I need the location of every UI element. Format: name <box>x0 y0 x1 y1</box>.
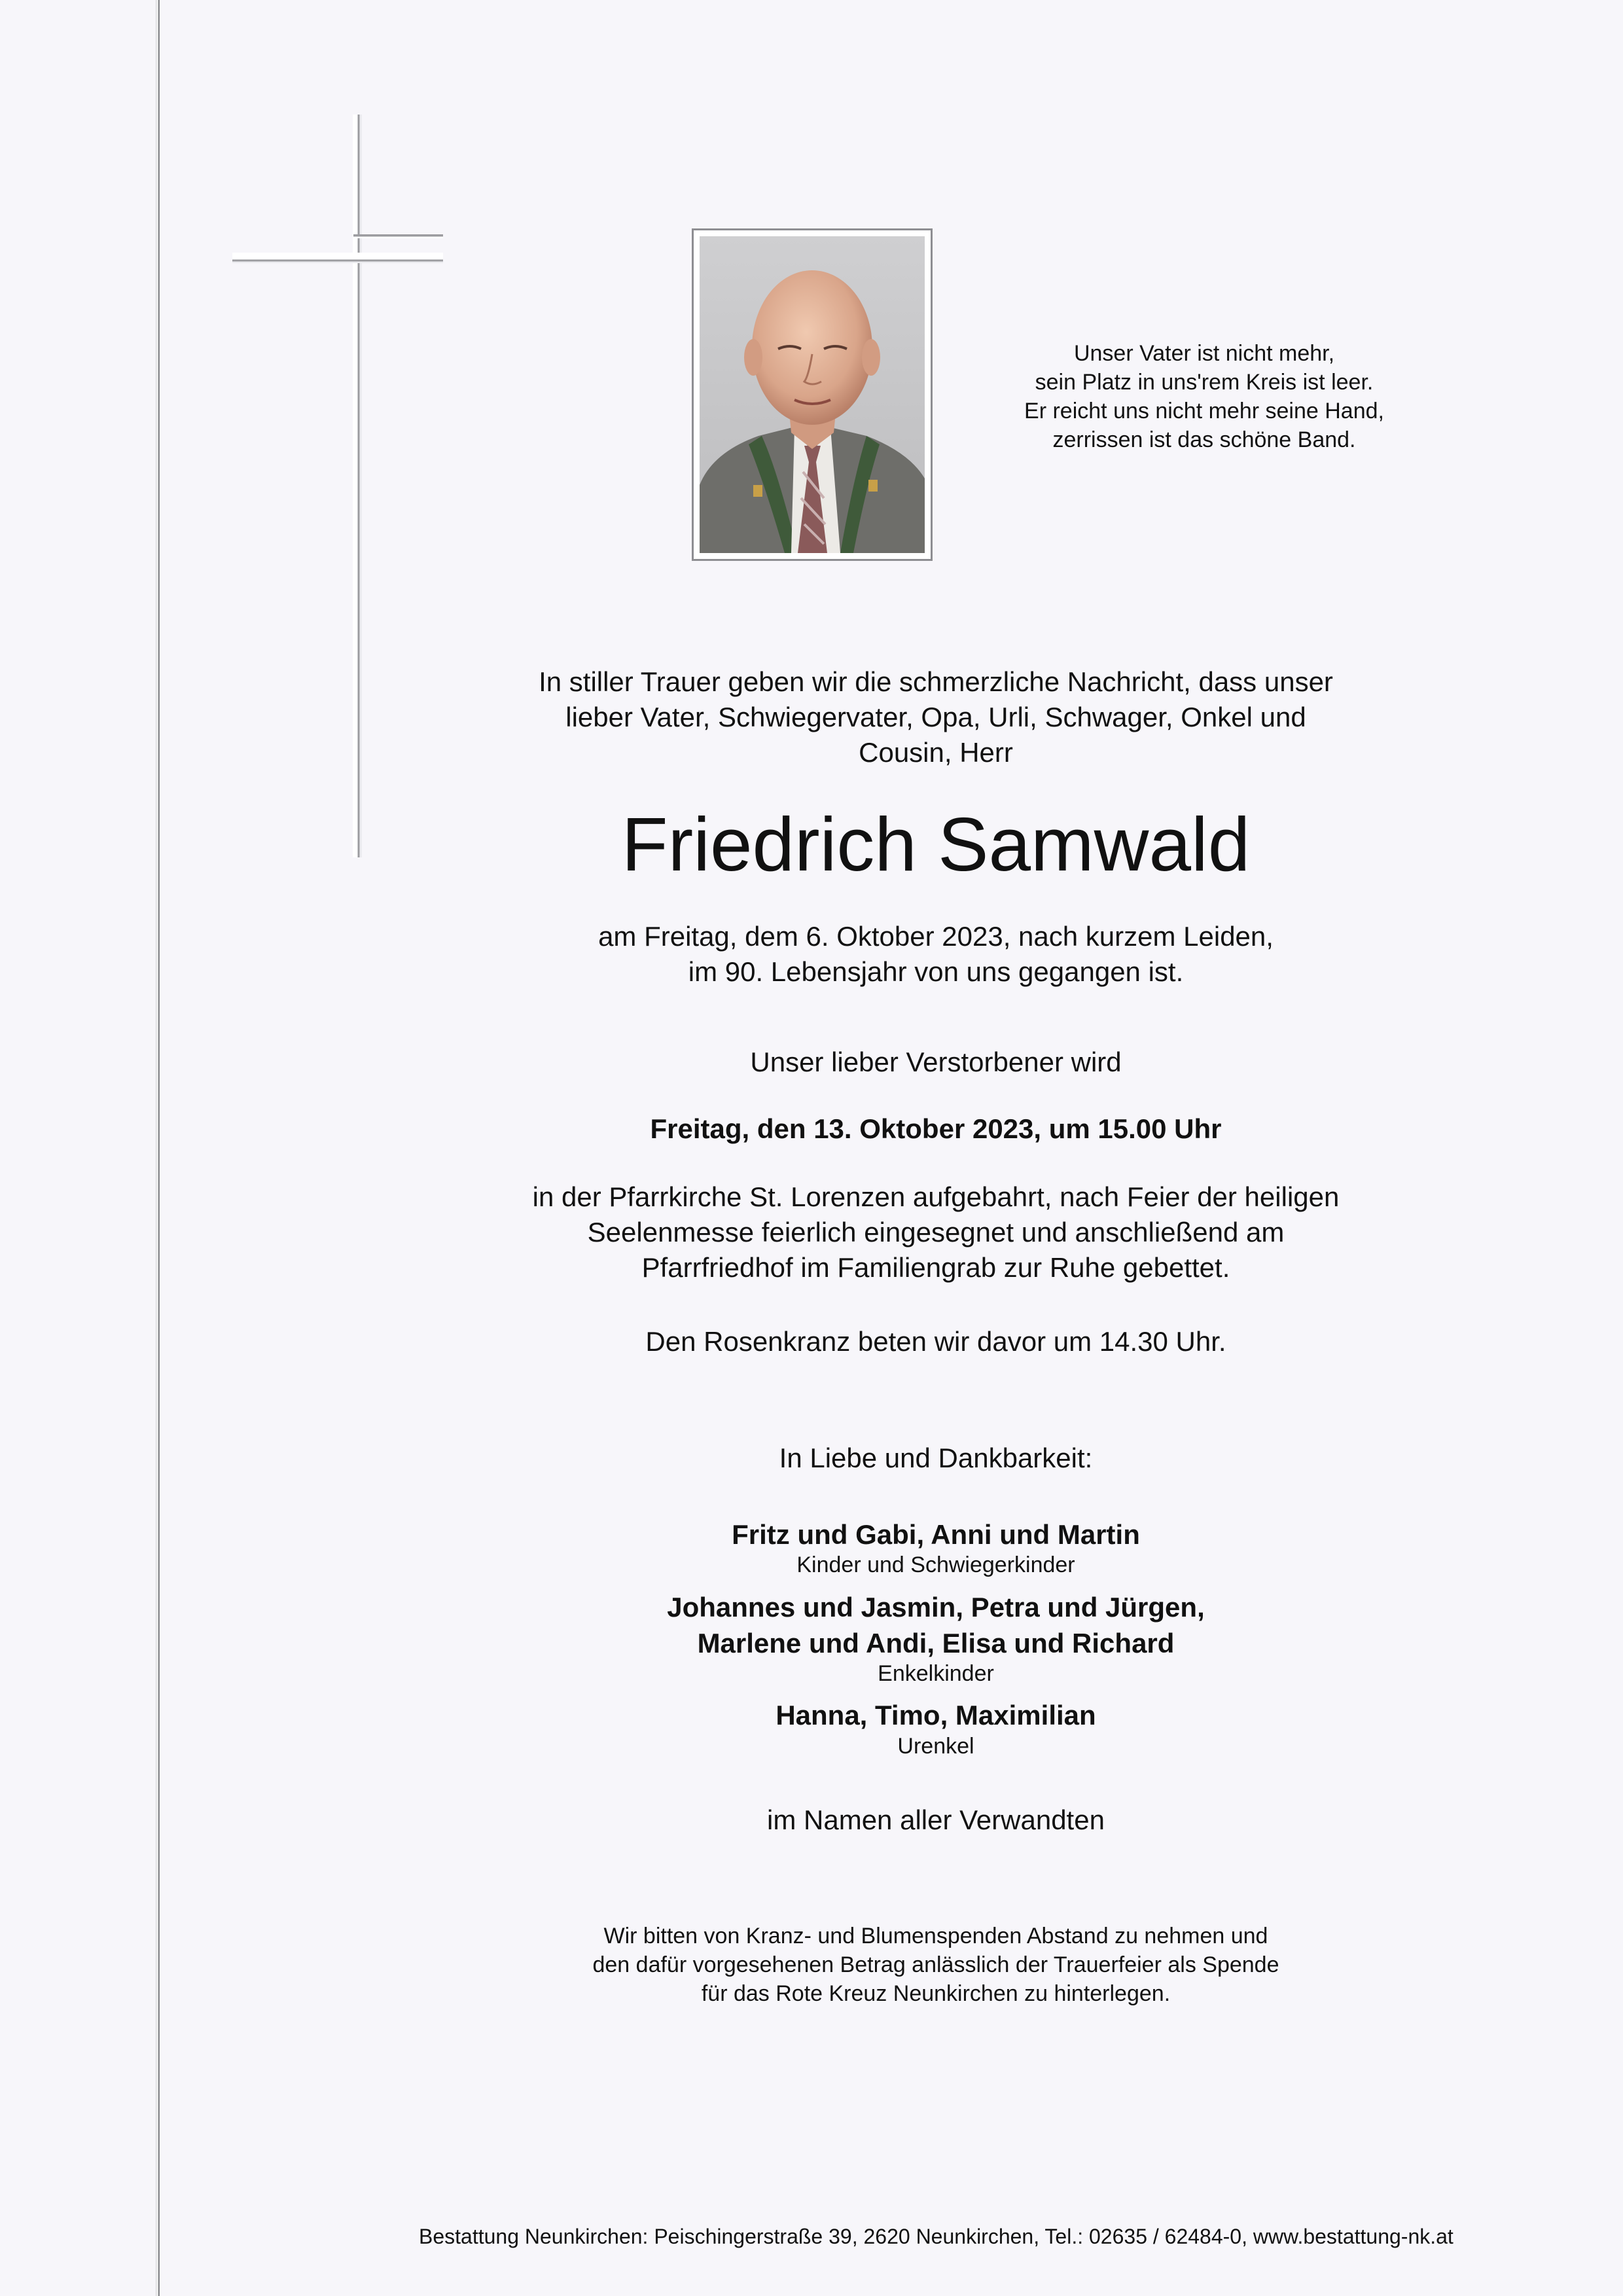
announcement-intro <box>419 664 1453 770</box>
notice-line: für das Rote Kreuz Neunkirchen zu hinterlegen. <box>701 1981 1171 2006</box>
passing-statement <box>419 919 1453 990</box>
funeral-home-footer: Bestattung Neunkirchen: Peischingerstraße 39, 2620 Neunkirchen, Tel.: 02635 / 62484-0, www.bestattung-nk.at <box>419 2225 1454 2248</box>
mourner-group-grandchildren <box>419 1589 1453 1661</box>
poem <box>969 339 1440 454</box>
poem-line: Er reicht uns nicht mehr seine Hand, <box>1024 399 1384 423</box>
intro-line: Cousin, Herr <box>859 737 1013 768</box>
rosary-info: Den Rosenkranz beten wir davor um 14.30 Uhr. <box>645 1326 1226 1357</box>
poem-line: zerrissen ist das schöne Band. <box>1052 427 1356 452</box>
notice-line: Wir bitten von Kranz- und Blumenspenden Abstand zu nehmen und <box>603 1924 1268 1948</box>
intro-line: lieber Vater, Schwiegervater, Opa, Urli, Schwager, Onkel und <box>565 702 1306 732</box>
mourner-group-children <box>419 1516 1453 1552</box>
mourner-role: Kinder und Schwiegerkinder <box>796 1552 1075 1577</box>
mourner-names: Fritz und Gabi, Anni und Martin <box>732 1519 1140 1550</box>
notice-line: den dafür vorgesehenen Betrag anlässlich der Trauerfeier als Spende <box>592 1952 1279 1977</box>
funeral-details-line: Seelenmesse feierlich eingesegnet und anschließend am <box>587 1217 1285 1247</box>
funeral-details-line: Pfarrfriedhof im Familiengrab zur Ruhe gebettet. <box>641 1252 1230 1283</box>
mourners-intro: In Liebe und Dankbarkeit: <box>779 1443 1093 1473</box>
passing-line: am Freitag, dem 6. Oktober 2023, nach kurzem Leiden, <box>598 921 1274 952</box>
funeral-details <box>419 1179 1453 1285</box>
mourner-role: Urenkel <box>897 1734 974 1759</box>
mourner-group-great-grandchildren <box>419 1697 1453 1733</box>
mourners-closing: im Namen aller Verwandten <box>767 1804 1105 1835</box>
mourner-names: Marlene und Andi, Elisa und Richard <box>697 1628 1175 1659</box>
mourner-names: Hanna, Timo, Maximilian <box>776 1700 1096 1731</box>
poem-line: sein Platz in uns'rem Kreis ist leer. <box>1035 370 1374 395</box>
intro-line: In stiller Trauer geben wir die schmerzliche Nachricht, dass unser <box>539 666 1333 697</box>
mourner-names: Johannes und Jasmin, Petra und Jürgen, <box>667 1592 1205 1623</box>
funeral-intro: Unser lieber Verstorbener wird <box>750 1047 1122 1077</box>
funeral-date: Freitag, den 13. Oktober 2023, um 15.00 Uhr <box>650 1113 1222 1144</box>
left-border-line <box>156 0 160 2296</box>
donation-notice <box>419 1922 1453 2008</box>
funeral-details-line: in der Pfarrkirche St. Lorenzen aufgebahrt, nach Feier der heiligen <box>532 1181 1340 1212</box>
deceased-name: Friedrich Samwald <box>621 802 1251 887</box>
portrait-photo <box>692 228 933 561</box>
poem-line: Unser Vater ist nicht mehr, <box>1073 341 1335 366</box>
passing-line: im 90. Lebensjahr von uns gegangen ist. <box>688 956 1184 987</box>
mourner-role: Enkelkinder <box>878 1661 994 1686</box>
